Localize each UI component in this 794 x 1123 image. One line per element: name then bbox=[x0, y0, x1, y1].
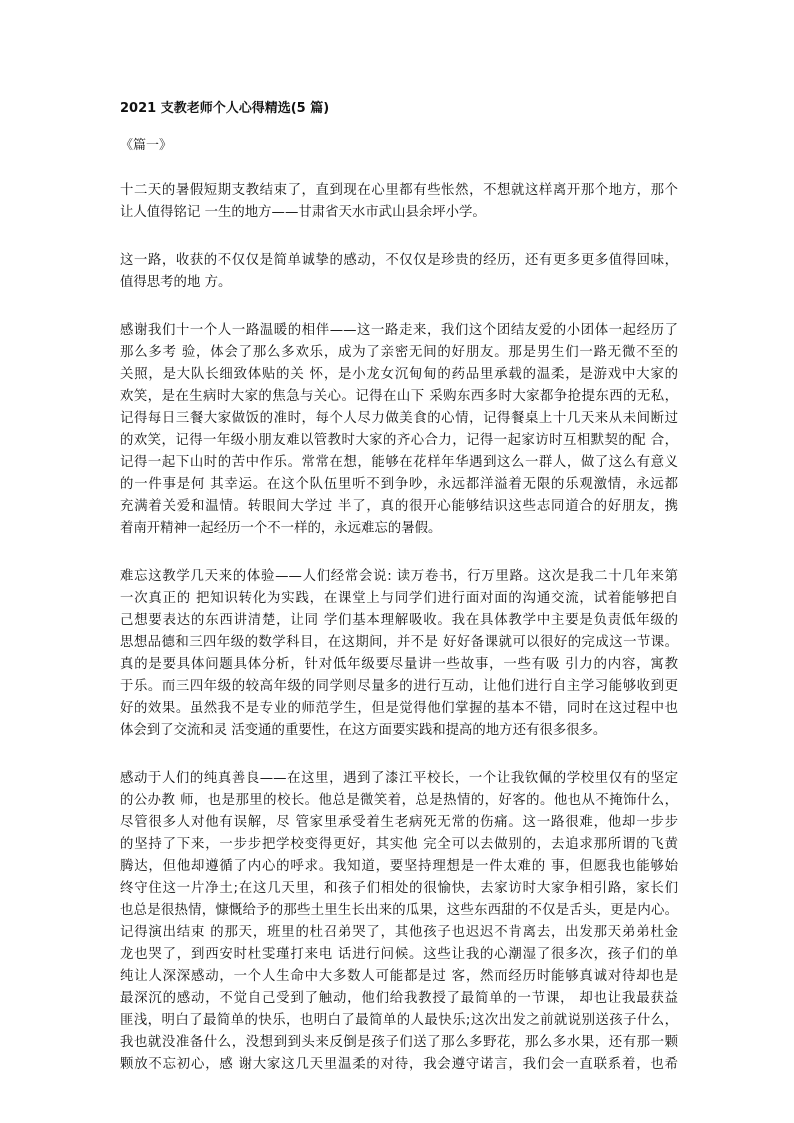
paragraph-line: 思想品德和三四年级的数学科目，在这期间，并不是 好好备课就可以很好的完成这一节课。 bbox=[120, 635, 678, 650]
paragraph-line: 的一件事是何 其幸运。在这个队伍里听不到争吵，永远都洋溢着无限的乐观激情，永远都 bbox=[120, 477, 678, 492]
section-heading: 《篇一》 bbox=[120, 138, 173, 153]
paragraph-line: 欢笑，是在生病时大家的焦急与关心。记得在山下 采购东西多时大家都争抢提东西的无私， bbox=[120, 389, 678, 404]
paragraph-line: 匪浅，明白了最简单的快乐，也明白了最简单的人最快乐;这次出发之前就说别送孩子什么， bbox=[120, 1013, 678, 1028]
paragraph-line: 感谢我们十一个人一路温暖的相伴——这一路走来，我们这个团结友爱的小团体一起经历了 bbox=[120, 323, 678, 338]
paragraph-line: 龙也哭了，到西安时杜雯瑾打来电 话进行问候。这些让我的心潮湿了很多次，孩子们的单 bbox=[120, 947, 678, 962]
paragraph-line: 己想要表达的东西讲清楚，让同 学们基本理解吸收。我在具体教学中主要是负责低年级的 bbox=[120, 613, 678, 628]
paragraph bbox=[120, 180, 678, 224]
paragraph-line: 尽管很多人对他有误解，尽 管家里承受着生老病死无常的伤痛。这一路很难，他却一步步 bbox=[120, 815, 678, 830]
paragraph-line: 记得每日三餐大家做饭的准时，每个人尽力做美食的心情，记得餐桌上十几天来从未间断过 bbox=[120, 411, 678, 426]
document-body bbox=[120, 180, 678, 1102]
paragraph-line: 关照，是大队长细致体贴的关 怀，是小龙女沉甸甸的药品里承载的温柔，是游戏中大家的 bbox=[120, 367, 678, 382]
paragraph-line: 着南开精神一起经历一个不一样的，永远难忘的暑假。 bbox=[120, 521, 442, 536]
paragraph-line: 腾达，但他却遵循了内心的呼求。我知道，要坚持理想是一件太难的 事，但愿我也能够始 bbox=[120, 859, 678, 874]
paragraph-line: 那么多考 验，体会了那么多欢乐，成为了亲密无间的好朋友。那是男生们一路无微不至的 bbox=[120, 345, 678, 360]
paragraph-line: 记得演出结束 的那天，班里的杜召弟哭了，其他孩子也迟迟不肯离去，出发那天弟弟杜金 bbox=[120, 925, 678, 940]
paragraph-line: 颗放不忘初心，感 谢大家这几天里温柔的对待，我会遵守诺言，我们会一直联系着，也希 bbox=[120, 1057, 678, 1072]
paragraph-line: 记得一起下山时的苦中作乐。常常在想，能够在花样年华遇到这么一群人，做了这么有意义 bbox=[120, 455, 678, 470]
paragraph-line: 体会到了交流和灵 活变通的重要性，在这方面要实践和提高的地方还有很多很多。 bbox=[120, 723, 607, 738]
paragraph-line: 让人值得铭记 一生的地方——甘肃省天水市武山县余坪小学。 bbox=[120, 205, 486, 220]
paragraph bbox=[120, 566, 678, 742]
paragraph-line: 也总是很热情，慷慨给予的那些土里生长出来的瓜果，这些东西甜的不仅是舌头，更是内心。 bbox=[120, 903, 678, 918]
paragraph bbox=[120, 768, 678, 1076]
paragraph-line: 的公办教 师，也是那里的校长。他总是微笑着，总是热情的，好客的。他也从不掩饰什么， bbox=[120, 793, 678, 808]
paragraph-line: 最深沉的感动，不觉自己受到了触动，他们给我教授了最简单的一节课， 却也让我最获益 bbox=[120, 991, 678, 1006]
paragraph bbox=[120, 320, 678, 540]
paragraph-line: 的欢笑，记得一年级小朋友难以管教时大家的齐心合力，记得一起家访时互相默契的配 合， bbox=[120, 433, 678, 448]
paragraph-line: 于乐。而三四年级的较高年级的同学则尽量多的进行互动，让他们进行自主学习能够收到更 bbox=[120, 679, 678, 694]
paragraph-line: 难忘这教学几天来的体验——人们经常会说: 读万卷书，行万里路。这次是我二十几年来第 bbox=[120, 569, 678, 584]
paragraph-line: 我也就没准备什么，没想到到头来反倒是孩子们送了那么多野花，那么多水果，还有那一颗 bbox=[120, 1035, 678, 1050]
paragraph-line: 值得思考的地 方。 bbox=[120, 275, 232, 290]
paragraph-line: 充满着关爱和温情。转眼间大学过 半了，真的很开心能够结识这些志同道合的好朋友，携 bbox=[120, 499, 678, 514]
paragraph-line: 的坚持了下来，一步步把学校变得更好，其实他 完全可以去做别的，去追求那所谓的飞黄 bbox=[120, 837, 678, 852]
paragraph-line: 真的是要具体问题具体分析，针对低年级要尽量讲一些故事，一些有吸 引力的内容，寓教 bbox=[120, 657, 678, 672]
paragraph-line: 十二天的暑假短期支教结束了，直到现在心里都有些怅然，不想就这样离开那个地方，那个 bbox=[120, 183, 678, 198]
paragraph bbox=[120, 250, 678, 294]
paragraph-line: 好的效果。虽然我不是专业的师范学生，但是觉得他们掌握的基本不错，同时在这过程中也 bbox=[120, 701, 678, 716]
paragraph-line: 这一路，收获的不仅仅是简单诚挚的感动，不仅仅是珍贵的经历，还有更多更多值得回味， bbox=[120, 253, 678, 268]
paragraph-line: 一次真正的 把知识转化为实践，在课堂上与同学们进行面对面的沟通交流，试着能够把自 bbox=[120, 591, 678, 606]
document-title: 2021 支教老师个人心得精选(5 篇) bbox=[120, 101, 330, 116]
paragraph-line: 感动于人们的纯真善良——在这里，遇到了漆江平校长，一个让我钦佩的学校里仅有的坚定 bbox=[120, 771, 678, 786]
paragraph-line: 纯让人深深感动，一个人生命中大多数人可能都是过 客，然而经历时能够真诚对待却也是 bbox=[120, 969, 678, 984]
paragraph-line: 终守住这一片净土;在这几天里，和孩子们相处的很愉快，去家访时大家争相引路，家长们 bbox=[120, 881, 678, 896]
